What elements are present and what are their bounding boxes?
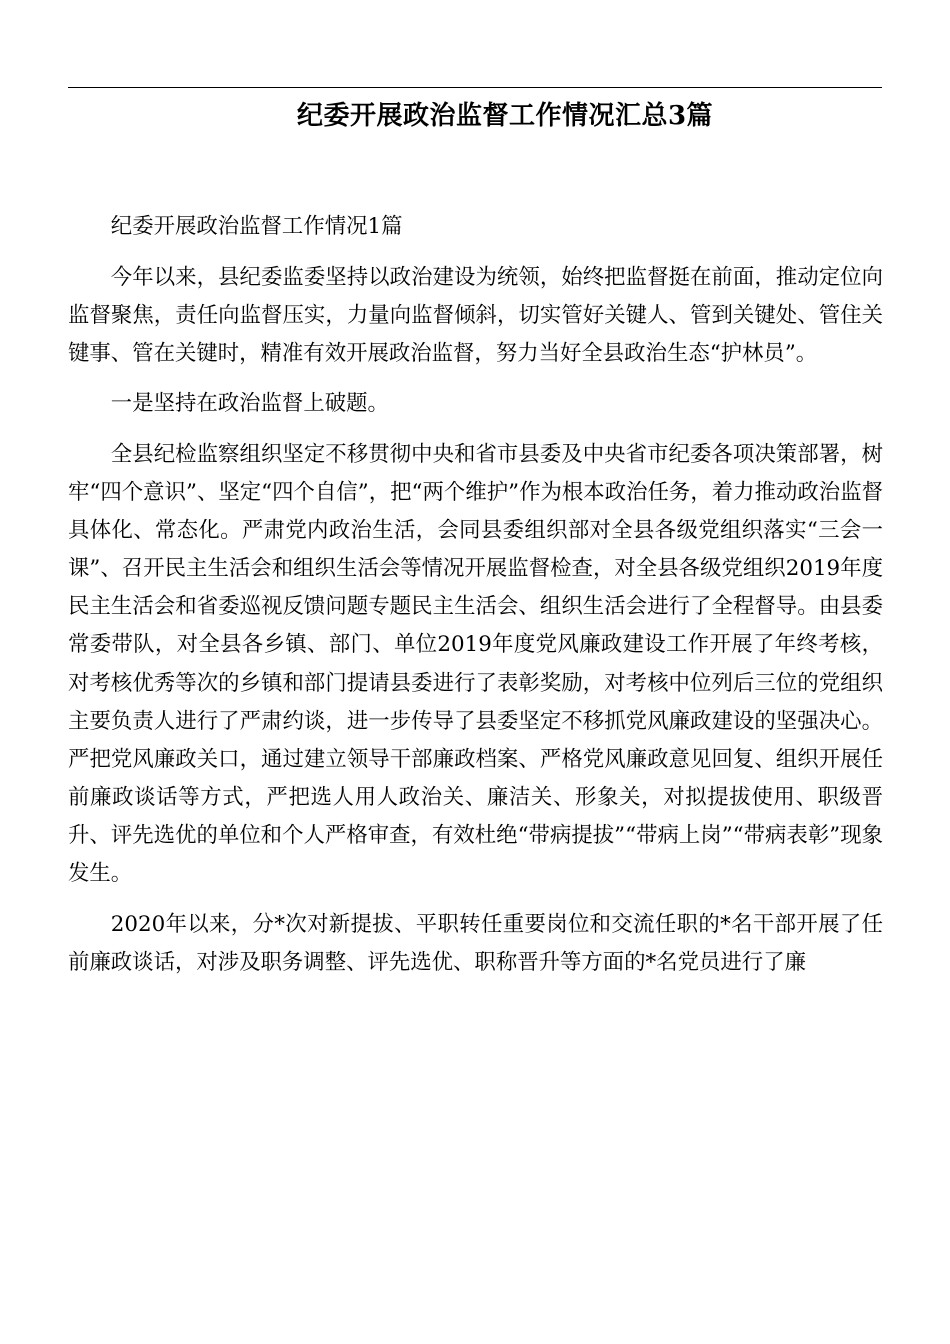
body-paragraph: 全县纪检监察组织坚定不移贯彻中央和省市县委及中央省市纪委各项决策部署，树牢“四个意识”、坚定“四个自信”，把“两个维护”作为根本政治任务，着力推动政治监督具体化、常态化。严肃党内政治生活，会同县委组织部对全县各级党组织落实“三会一课”、召开民主生活会和组织生活会等情况开展监督检查，对全县各级党组织2019年度民主生活会和省委巡视反馈问题专题民主生活会、组织生活会进行了全程督导。由县委常委带队，对全县各乡镇、部门、单位2019年度党风廉政建设工作开展了年终考核，对考核优秀等次的乡镇和部门提请县委进行了表彰奖励，对考核中位列后三位的党组织主要负责人进行了严肃约谈，进一步传导了县委坚定不移抓党风廉政建设的坚强决心。严把党风廉政关口，通过建立领导干部廉政档案、严格党风廉政意见回复、组织开展任前廉政谈话等方式，严把选人用人政治关、廉洁关、形象关，对拟提拔使用、职级晋升、评先选优的单位和个人严格审查，有效杜绝“带病提拔”“带病上岗”“带病表彰”现象发生。 [68,441,883,886]
body-paragraph: 今年以来，县纪委监委坚持以政治建设为统领，始终把监督挺在前面，推动定位向监督聚焦，责任向监督压实，力量向监督倾斜，切实管好关键人、管到关键处、管住关键事、管在关键时，精准有效开展政治监督，努力当好全县政治生态“护林员”。 [68,264,883,366]
point-heading: 一是坚持在政治监督上破题。 [110,391,389,417]
section-heading: 纪委开展政治监督工作情况1篇 [110,214,403,239]
document-body [68,208,883,982]
body-paragraph: 2020年以来，分*次对新提拔、平职转任重要岗位和交流任职的*名干部开展了任前廉政谈话，对涉及职务调整、评先选优、职称晋升等方面的*名党员进行了廉 [68,911,883,975]
header-rule [68,87,882,88]
document-title: 纪委开展政治监督工作情况汇总3篇 [296,101,714,131]
